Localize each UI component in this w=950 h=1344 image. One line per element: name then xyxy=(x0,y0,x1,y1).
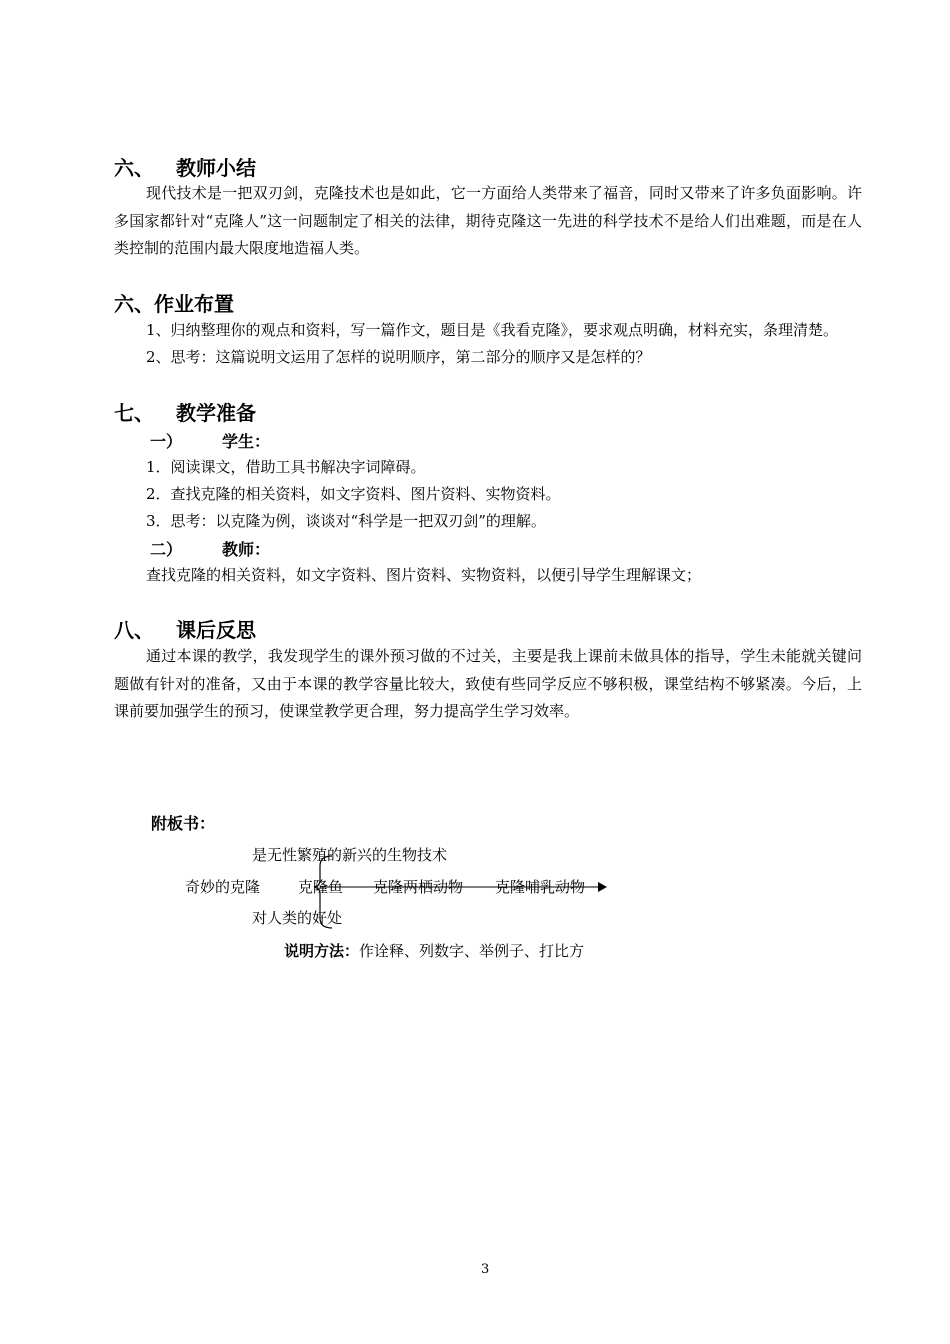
section-number: 六、 xyxy=(114,156,154,180)
subheading-number: 二） xyxy=(150,540,183,559)
student-prep-item-3: 3．思考：以克隆为例，谈谈对“科学是一把双刃剑”的理解。 xyxy=(146,512,546,530)
blackboard-chain-item-1: 克隆鱼 xyxy=(298,878,344,896)
subheading-label: 学生： xyxy=(222,432,271,451)
subheading-number: 一） xyxy=(150,432,183,451)
section-heading-homework: 六、作业布置 xyxy=(114,292,234,316)
method-label: 说明方法： xyxy=(284,942,360,960)
blackboard-top-line: 是无性繁殖的新兴的生物技术 xyxy=(252,846,448,864)
section-title: 教学准备 xyxy=(176,401,256,425)
blackboard-chain-item-2: 克隆两栖动物 xyxy=(373,878,464,896)
student-prep-item-2: 2．查找克隆的相关资料，如文字资料、图片资料、实物资料。 xyxy=(146,485,561,503)
blackboard-main-title: 奇妙的克隆 xyxy=(185,878,261,896)
subheading-label: 教师： xyxy=(222,540,271,559)
blackboard-heading: 附板书： xyxy=(151,814,216,833)
blackboard-chain-item-3: 克隆哺乳动物 xyxy=(495,878,586,896)
homework-item-2: 2、思考：这篇说明文运用了怎样的说明顺序，第二部分的顺序又是怎样的？ xyxy=(146,348,651,366)
summary-paragraph: 现代技术是一把双刃剑，克隆技术也是如此，它一方面给人类带来了福音，同时又带来了许多负面影响。许多国家都针对“克隆人”这一问题制定了相关的法律，期待克隆这一先进的科学技术不是给人们出难题，而是在人类控制的范围内最大限度地造福人类。 xyxy=(114,184,862,257)
brace-icon xyxy=(314,856,332,928)
arrow-head-icon xyxy=(598,882,607,892)
section-title: 课后反思 xyxy=(176,618,256,642)
method-text: 作诠释、列数字、举例子、打比方 xyxy=(359,942,585,960)
section-title: 教师小结 xyxy=(176,156,256,180)
blackboard-bottom-line: 对人类的好处 xyxy=(252,909,343,927)
section-number: 七、 xyxy=(114,401,154,425)
reflection-paragraph: 通过本课的教学，我发现学生的课外预习做的不过关，主要是我上课前未做具体的指导，学生未能就关键问题做有针对的准备，又由于本课的教学容量比较大，致使有些同学反应不够积极，课堂结构不够紧凑。今后，上课前要加强学生的预习，使课堂教学更合理，努力提高学生学习效率。 xyxy=(114,647,862,720)
page-number: 3 xyxy=(481,1262,490,1277)
homework-item-1: 1、归纳整理你的观点和资料，写一篇作文，题目是《我看克隆》，要求观点明确，材料充实，条理清楚。 xyxy=(146,321,839,339)
section-number: 八、 xyxy=(114,618,154,642)
teacher-prep-text: 查找克隆的相关资料，如文字资料、图片资料、实物资料，以便引导学生理解课文； xyxy=(146,566,702,584)
student-prep-item-1: 1．阅读课文，借助工具书解决字词障碍。 xyxy=(146,458,426,476)
